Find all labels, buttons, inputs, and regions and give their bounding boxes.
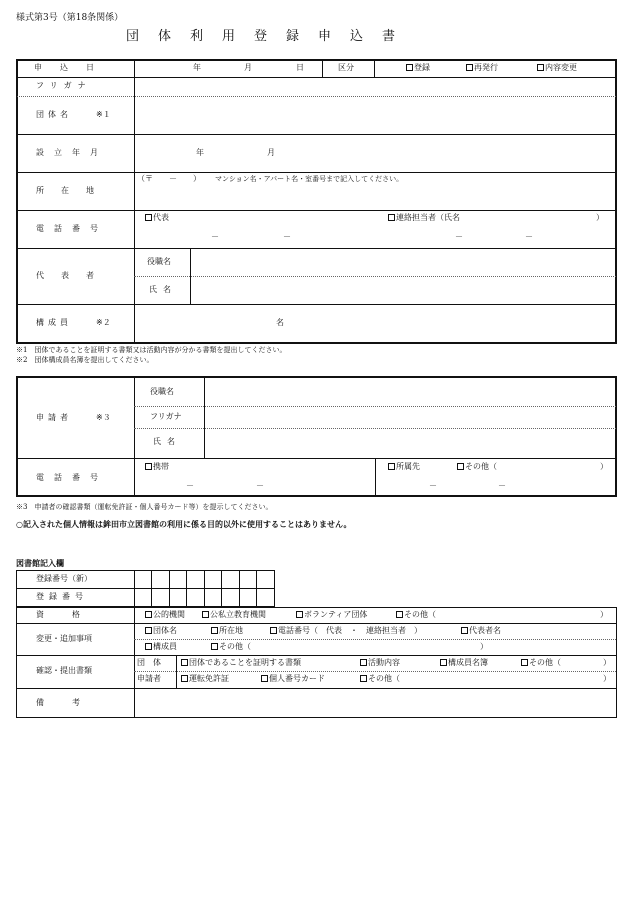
phone-mobile-checkbox[interactable]: 携帯 (145, 463, 169, 471)
remarks-input[interactable] (136, 690, 615, 716)
phone-affiliation-checkbox[interactable]: 所属先 (388, 463, 420, 471)
category-change-checkbox[interactable]: 内容変更 (537, 64, 577, 72)
applicant-phone-label: 電話番号 (36, 473, 108, 482)
group-name-input[interactable] (136, 98, 614, 133)
rep-title-label: 役職名 (147, 257, 171, 266)
apply-date-label: 申 込 日 (34, 63, 99, 72)
postal-code-prefix: （〒 － ） (137, 174, 201, 183)
change-address-checkbox[interactable]: 所在地 (211, 627, 243, 635)
phone-rep-checkbox[interactable]: 代表 (145, 214, 169, 222)
applicant-name-label: 氏名 (153, 437, 181, 446)
doc-activity-checkbox[interactable]: 活動内容 (360, 659, 400, 667)
change-label: 変更・追加事項 (36, 634, 92, 643)
doc-applicant-other-checkbox[interactable]: その他（ (360, 675, 400, 683)
address-label: 所在地 (36, 186, 111, 195)
members-label: 構成員 (36, 318, 72, 327)
phone-other-checkbox[interactable]: その他（ (457, 463, 497, 471)
privacy-notice: ○記入された個人情報は鉾田市立図書館の利用に係る目的以外に使用することはありません。 (16, 519, 352, 529)
qual-other-checkbox[interactable]: その他（ (396, 611, 436, 619)
doc-group-other-checkbox[interactable]: その他（ (521, 659, 561, 667)
page-title: 団体利用登録申込書 (126, 29, 415, 44)
applicant-label: 申請者 (36, 413, 72, 422)
doc-member-list-checkbox[interactable]: 構成員名簿 (440, 659, 488, 667)
confirm-applicant-label: 申請者 (137, 674, 161, 683)
remarks-label: 備考 (36, 698, 108, 707)
qual-education-checkbox[interactable]: 公私立教育機関 (202, 611, 266, 619)
library-heading: 図書館記入欄 (16, 558, 64, 568)
category-reissue-checkbox[interactable]: 再発行 (466, 64, 498, 72)
change-rep-name-checkbox[interactable]: 代表者名 (461, 627, 501, 635)
applicant-furigana-input[interactable] (206, 408, 614, 427)
furigana-label: フリガナ (36, 81, 92, 90)
applicant-furigana-label: フリガナ (150, 412, 182, 421)
note-3: ※3 申請者の確認書類（運転免許証・個人番号カード等）を提示してください。 (16, 503, 273, 511)
applicant-name-input[interactable] (206, 430, 614, 457)
address-hint: マンション名・アパート名・室番号まで記入してください。 (215, 175, 404, 183)
note-2: ※2 団体構成員名簿を提出してください。 (16, 356, 154, 364)
change-members-checkbox[interactable]: 構成員 (145, 643, 177, 651)
rep-name-input[interactable] (192, 278, 614, 303)
phone-contact-checkbox[interactable]: 連絡担当者（氏名 (388, 214, 460, 222)
qual-public-checkbox[interactable]: 公的機関 (145, 611, 185, 619)
applicant-title-label: 役職名 (150, 387, 174, 396)
reg-number-new-label: 登録番号（新） (36, 574, 92, 583)
representative-label: 代表者 (36, 271, 111, 280)
note-1: ※1 団体であることを証明する書類又は活動内容が分かる書類を提出してください。 (16, 346, 287, 354)
doc-mynumber-checkbox[interactable]: 個人番号カード (261, 675, 325, 683)
rep-title-input[interactable] (192, 250, 614, 275)
doc-license-checkbox[interactable]: 運転免許証 (181, 675, 229, 683)
change-group-name-checkbox[interactable]: 団体名 (145, 627, 177, 635)
category-register-checkbox[interactable]: 登録 (406, 64, 430, 72)
group-name-label: 団体名 (36, 110, 72, 119)
confirm-docs-label: 確認・提出書類 (36, 666, 92, 675)
address-input[interactable] (136, 188, 614, 208)
qualification-label: 資格 (36, 610, 108, 619)
change-other-checkbox[interactable]: その他（ (211, 643, 251, 651)
rep-name-label: 氏名 (149, 285, 177, 294)
doc-group-proof-checkbox[interactable]: 団体であることを証明する書類 (181, 659, 301, 667)
change-phone-checkbox[interactable]: 電話番号（ 代表 ・ 連絡担当者 ） (270, 627, 422, 635)
applicant-title-input[interactable] (206, 379, 614, 405)
category-label: 区分 (338, 63, 354, 72)
confirm-group-label: 団 体 (137, 658, 161, 667)
qual-volunteer-checkbox[interactable]: ボランティア団体 (296, 611, 367, 619)
group-furigana-input[interactable] (136, 79, 614, 95)
established-label: 設立年月 (36, 148, 108, 157)
phone-label: 電話番号 (36, 224, 108, 233)
reg-number-label: 登録番号 (36, 592, 88, 601)
form-number: 様式第3号（第18条関係） (16, 13, 124, 23)
